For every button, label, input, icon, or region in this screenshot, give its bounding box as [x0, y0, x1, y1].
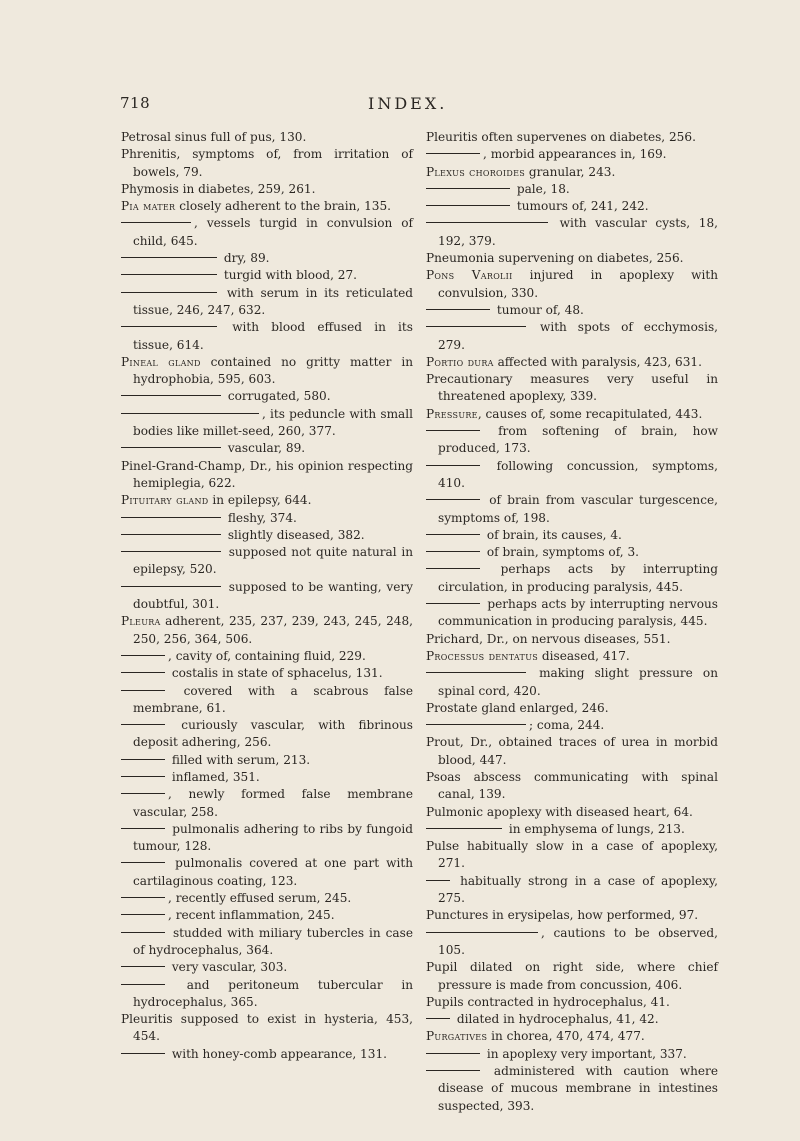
entry-text: with serum in its reticulated tissue, 246, 247, 632.	[133, 285, 413, 317]
index-entry	[426, 769, 718, 804]
entry-text: of brain, its causes, 4.	[483, 527, 622, 542]
ditto-rule	[121, 395, 221, 396]
entry-text: of brain, symptoms of, 3.	[483, 545, 639, 560]
entry-text: Prostate gland enlarged, 246.	[426, 700, 609, 715]
index-entry	[121, 285, 413, 320]
index-entry	[121, 198, 413, 215]
entry-text: from softening of brain, how produced, 173.	[438, 424, 718, 456]
index-entry	[121, 769, 413, 786]
ditto-rule	[426, 153, 480, 154]
index-entry	[426, 734, 718, 769]
entry-text: curiously vascular, with fibrinous deposit adhering, 256.	[133, 718, 413, 750]
ditto-rule	[426, 932, 538, 933]
ditto-rule	[426, 430, 480, 431]
running-title: INDEX.	[368, 94, 448, 113]
index-entry	[121, 752, 413, 769]
index-entry	[121, 1046, 413, 1063]
ditto-rule	[426, 309, 490, 310]
index-entry	[121, 267, 413, 284]
index-entry	[121, 215, 413, 250]
ditto-rule	[121, 413, 259, 414]
index-entry	[426, 406, 718, 423]
ditto-rule	[121, 534, 221, 535]
entry-text: supposed to be wanting, very doubtful, 301.	[133, 579, 413, 612]
index-entry	[426, 873, 718, 908]
entry-text: with spots of ecchymosis, 279.	[438, 320, 718, 352]
entry-text: Pneumonia supervening on diabetes, 256.	[426, 251, 684, 266]
entry-text: dry, 89.	[220, 251, 270, 266]
entry-text: , recent inflammation, 245.	[168, 908, 335, 923]
entry-heading: Pineal gland	[121, 354, 201, 369]
entry-text: in emphysema of lungs, 213.	[505, 821, 685, 836]
entry-text: , its peduncle with small bodies like millet-seed, 260, 377.	[133, 406, 413, 439]
entry-text: slightly diseased, 382.	[224, 527, 365, 542]
entry-text: diseased, 417.	[538, 648, 630, 663]
index-entry	[121, 354, 413, 389]
entry-text: corrugated, 580.	[224, 389, 331, 404]
ditto-rule	[121, 274, 217, 275]
entry-text: of brain from vascular turgescence, symptoms of, 198.	[438, 493, 718, 525]
index-entry	[121, 925, 413, 960]
ditto-rule	[426, 1070, 480, 1071]
ditto-rule	[426, 568, 480, 569]
entry-text: Punctures in erysipelas, how performed, 97.	[426, 908, 699, 923]
entry-text: in apoplexy very important, 337.	[483, 1046, 687, 1061]
entry-text: , cautions to be observed, 105.	[438, 925, 718, 957]
index-entry	[426, 492, 718, 527]
entry-heading: Purgatives	[426, 1029, 488, 1044]
ditto-rule	[426, 205, 510, 206]
index-entry	[426, 198, 718, 215]
entry-text: affected with paralysis, 423, 631.	[493, 354, 702, 369]
index-entry	[121, 786, 413, 821]
index-entry	[426, 907, 718, 924]
entry-text: Pinel-Grand-Champ, Dr., his opinion respecting hemiplegia, 622.	[121, 458, 413, 490]
index-entry	[426, 821, 718, 838]
index-entry	[426, 838, 718, 873]
index-entry	[426, 458, 718, 493]
index-entry	[121, 146, 413, 181]
entry-text: pulmonalis adhering to ribs by fungoid tumour, 128.	[133, 821, 413, 854]
index-entry	[426, 544, 718, 561]
ditto-rule	[121, 984, 165, 985]
entry-text: , vessels turgid in convulsion of child, 645.	[133, 216, 413, 248]
index-entry	[121, 129, 413, 146]
ditto-rule	[121, 932, 165, 933]
ditto-rule	[426, 534, 480, 535]
index-entry	[426, 319, 718, 354]
ditto-rule	[121, 897, 165, 898]
index-entry	[426, 1063, 718, 1115]
entry-text: closely adherent to the brain, 135.	[175, 199, 392, 214]
ditto-rule	[426, 1018, 450, 1019]
index-entry	[426, 631, 718, 648]
index-entry	[121, 683, 413, 718]
ditto-rule	[121, 724, 165, 725]
index-entry	[121, 717, 413, 752]
entry-text: Pulmonic apoplexy with diseased heart, 64.	[426, 804, 693, 819]
index-entry	[426, 804, 718, 821]
index-entry	[121, 977, 413, 1012]
entry-text: with vascular cysts, 18, 192, 379.	[438, 216, 718, 248]
ditto-rule	[121, 447, 221, 448]
ditto-rule	[121, 586, 221, 587]
entry-text: Prout, Dr., obtained traces of urea in morbid blood, 447.	[426, 735, 718, 767]
ditto-rule	[426, 724, 526, 725]
index-entry	[426, 1046, 718, 1063]
entry-text: Phrenitis, symptoms of, from irritation of bowels, 79.	[121, 147, 413, 179]
ditto-rule	[121, 828, 165, 829]
index-entry	[121, 181, 413, 198]
index-entry	[121, 907, 413, 924]
index-entry	[121, 250, 413, 267]
index-entry	[121, 855, 413, 890]
ditto-rule	[426, 880, 450, 881]
ditto-rule	[121, 793, 165, 794]
entry-text: Pupil dilated on right side, where chief pressure is made from concussion, 406.	[426, 960, 718, 992]
entry-heading: Pressure	[426, 406, 478, 421]
ditto-rule	[121, 862, 165, 863]
entry-text: Psoas abscess communicating with spinal canal, 139.	[426, 769, 718, 802]
index-entry	[426, 302, 718, 319]
entry-text: Precautionary measures very useful in threatened apoplexy, 339.	[426, 372, 718, 404]
ditto-rule	[121, 517, 221, 518]
ditto-rule	[426, 1053, 480, 1054]
entry-text: habitually strong in a case of apoplexy, 275.	[438, 873, 718, 906]
entry-text: contained no gritty matter in hydrophobia, 595, 603.	[133, 354, 413, 387]
entry-text: Pleuritis often supervenes on diabetes, 256.	[426, 130, 696, 144]
ditto-rule	[426, 603, 480, 604]
index-entry	[426, 959, 718, 994]
ditto-rule	[121, 966, 165, 967]
index-entry	[121, 959, 413, 976]
ditto-rule	[121, 222, 191, 223]
index-entry	[121, 492, 413, 509]
page-number: 718	[120, 94, 151, 112]
entry-text: in chorea, 470, 474, 477.	[487, 1029, 645, 1044]
index-entry	[426, 423, 718, 458]
ditto-rule	[121, 551, 221, 552]
index-entry	[121, 821, 413, 856]
index-entry	[121, 579, 413, 614]
entry-text: ; coma, 244.	[529, 718, 605, 733]
entry-text: dilated in hydrocephalus, 41, 42.	[453, 1012, 659, 1027]
entry-text: tumours of, 241, 242.	[513, 199, 649, 214]
entry-text: injured in apoplexy with convulsion, 330.	[438, 268, 718, 300]
entry-text: Pulse habitually slow in a case of apoplexy, 271.	[426, 839, 718, 871]
ditto-rule	[426, 551, 480, 552]
entry-text: supposed not quite natural in epilepsy, 520.	[133, 545, 413, 577]
entry-heading: Pituitary gland	[121, 493, 209, 508]
ditto-rule	[121, 759, 165, 760]
page-header	[120, 94, 700, 118]
entry-text: , recently effused serum, 245.	[168, 891, 352, 906]
entry-text: , cavity of, containing fluid, 229.	[168, 648, 366, 663]
ditto-rule	[426, 222, 548, 223]
entry-text: in epilepsy, 644.	[208, 493, 312, 508]
index-entry	[121, 406, 413, 441]
index-entry	[121, 440, 413, 457]
entry-text: adherent, 235, 237, 239, 243, 245, 248, 250, 256, 364, 506.	[133, 614, 413, 646]
ditto-rule	[121, 326, 217, 327]
entry-text: very vascular, 303.	[168, 960, 288, 975]
entry-text: Pupils contracted in hydrocephalus, 41.	[426, 994, 670, 1009]
index-entry	[426, 1011, 718, 1028]
ditto-rule	[121, 1053, 165, 1054]
entry-text: Pleuritis supposed to exist in hysteria, 453, 454.	[121, 1012, 413, 1044]
entry-text: Prichard, Dr., on nervous diseases, 551.	[426, 631, 671, 646]
ditto-rule	[426, 188, 510, 189]
entry-text: filled with serum, 213.	[168, 752, 311, 767]
ditto-rule	[121, 690, 165, 691]
ditto-rule	[426, 326, 526, 327]
entry-heading: Plexus choroides	[426, 164, 525, 179]
index-entry	[426, 146, 718, 163]
index-entry	[426, 596, 718, 631]
index-entry	[426, 250, 718, 267]
entry-text: making slight pressure on spinal cord, 420.	[438, 666, 718, 698]
index-entry	[121, 648, 413, 665]
index-column-left	[121, 129, 413, 1063]
entry-text: perhaps acts by interrupting nervous communication in producing paralysis, 445.	[438, 597, 718, 629]
entry-text: costalis in state of sphacelus, 131.	[168, 666, 383, 681]
entry-text: vascular, 89.	[224, 441, 306, 456]
entry-text: pulmonalis covered at one part with cartilaginous coating, 123.	[133, 856, 413, 888]
index-entry	[426, 648, 718, 665]
ditto-rule	[121, 655, 165, 656]
index-entry	[426, 354, 718, 371]
index-entry	[426, 717, 718, 734]
entry-text: following concussion, symptoms, 410.	[438, 458, 718, 490]
ditto-rule	[426, 499, 480, 500]
index-entry	[121, 319, 413, 354]
ditto-rule	[121, 672, 165, 673]
entry-heading: Portio dura	[426, 354, 494, 369]
index-entry	[426, 164, 718, 181]
index-entry	[426, 129, 718, 146]
entry-heading: Pons Varolii	[426, 268, 513, 283]
ditto-rule	[121, 257, 217, 258]
index-entry	[426, 925, 718, 960]
ditto-rule	[426, 828, 502, 829]
ditto-rule	[426, 465, 480, 466]
index-entry	[426, 215, 718, 250]
index-entry	[426, 371, 718, 406]
index-entry	[121, 510, 413, 527]
index-entry	[426, 700, 718, 717]
entry-heading: Pleura	[121, 614, 161, 629]
entry-text: with honey-comb appearance, 131.	[168, 1046, 387, 1061]
index-entry	[121, 613, 413, 648]
entry-text: administered with caution where disease of mucous membrane in intestines suspected, 393.	[438, 1064, 718, 1113]
entry-text: , causes of, some recapitulated, 443.	[477, 406, 703, 421]
entry-text: tumour of, 48.	[493, 302, 584, 317]
ditto-rule	[121, 914, 165, 915]
entry-text: granular, 243.	[525, 164, 616, 179]
index-entry	[121, 665, 413, 682]
index-entry	[121, 527, 413, 544]
entry-text: and peritoneum tubercular in hydrocephalus, 365.	[133, 977, 413, 1009]
index-entry	[121, 544, 413, 579]
entry-text: with blood effused in its tissue, 614.	[133, 320, 413, 352]
entry-text: perhaps acts by interrupting circulation, in producing paralysis, 445.	[438, 562, 718, 594]
entry-text: turgid with blood, 27.	[220, 268, 358, 283]
entry-text: Phymosis in diabetes, 259, 261.	[121, 181, 316, 196]
index-entry	[426, 561, 718, 596]
index-entry	[121, 458, 413, 493]
entry-text: , newly formed false membrane vascular, 258.	[133, 787, 413, 819]
index-entry	[121, 388, 413, 405]
entry-heading: Pia mater	[121, 199, 176, 214]
index-entry	[121, 1011, 413, 1046]
entry-text: fleshy, 374.	[224, 510, 297, 525]
index-entry	[426, 181, 718, 198]
entry-text: , morbid appearances in, 169.	[483, 147, 667, 162]
index-entry	[426, 527, 718, 544]
index-column-right	[426, 129, 718, 1115]
entry-text: covered with a scabrous false membrane, 61.	[133, 683, 413, 715]
index-entry	[426, 1028, 718, 1045]
entry-text: Petrosal sinus full of pus, 130.	[121, 130, 307, 144]
entry-text: studded with miliary tubercles in case of hydrocephalus, 364.	[133, 925, 413, 957]
entry-text: pale, 18.	[513, 181, 570, 196]
index-entry	[121, 890, 413, 907]
index-entry	[426, 994, 718, 1011]
ditto-rule	[426, 672, 526, 673]
ditto-rule	[121, 776, 165, 777]
index-entry	[426, 267, 718, 302]
ditto-rule	[121, 292, 217, 293]
entry-heading: Processus dentatus	[426, 648, 539, 663]
entry-text: inflamed, 351.	[168, 769, 260, 784]
index-entry	[426, 665, 718, 700]
